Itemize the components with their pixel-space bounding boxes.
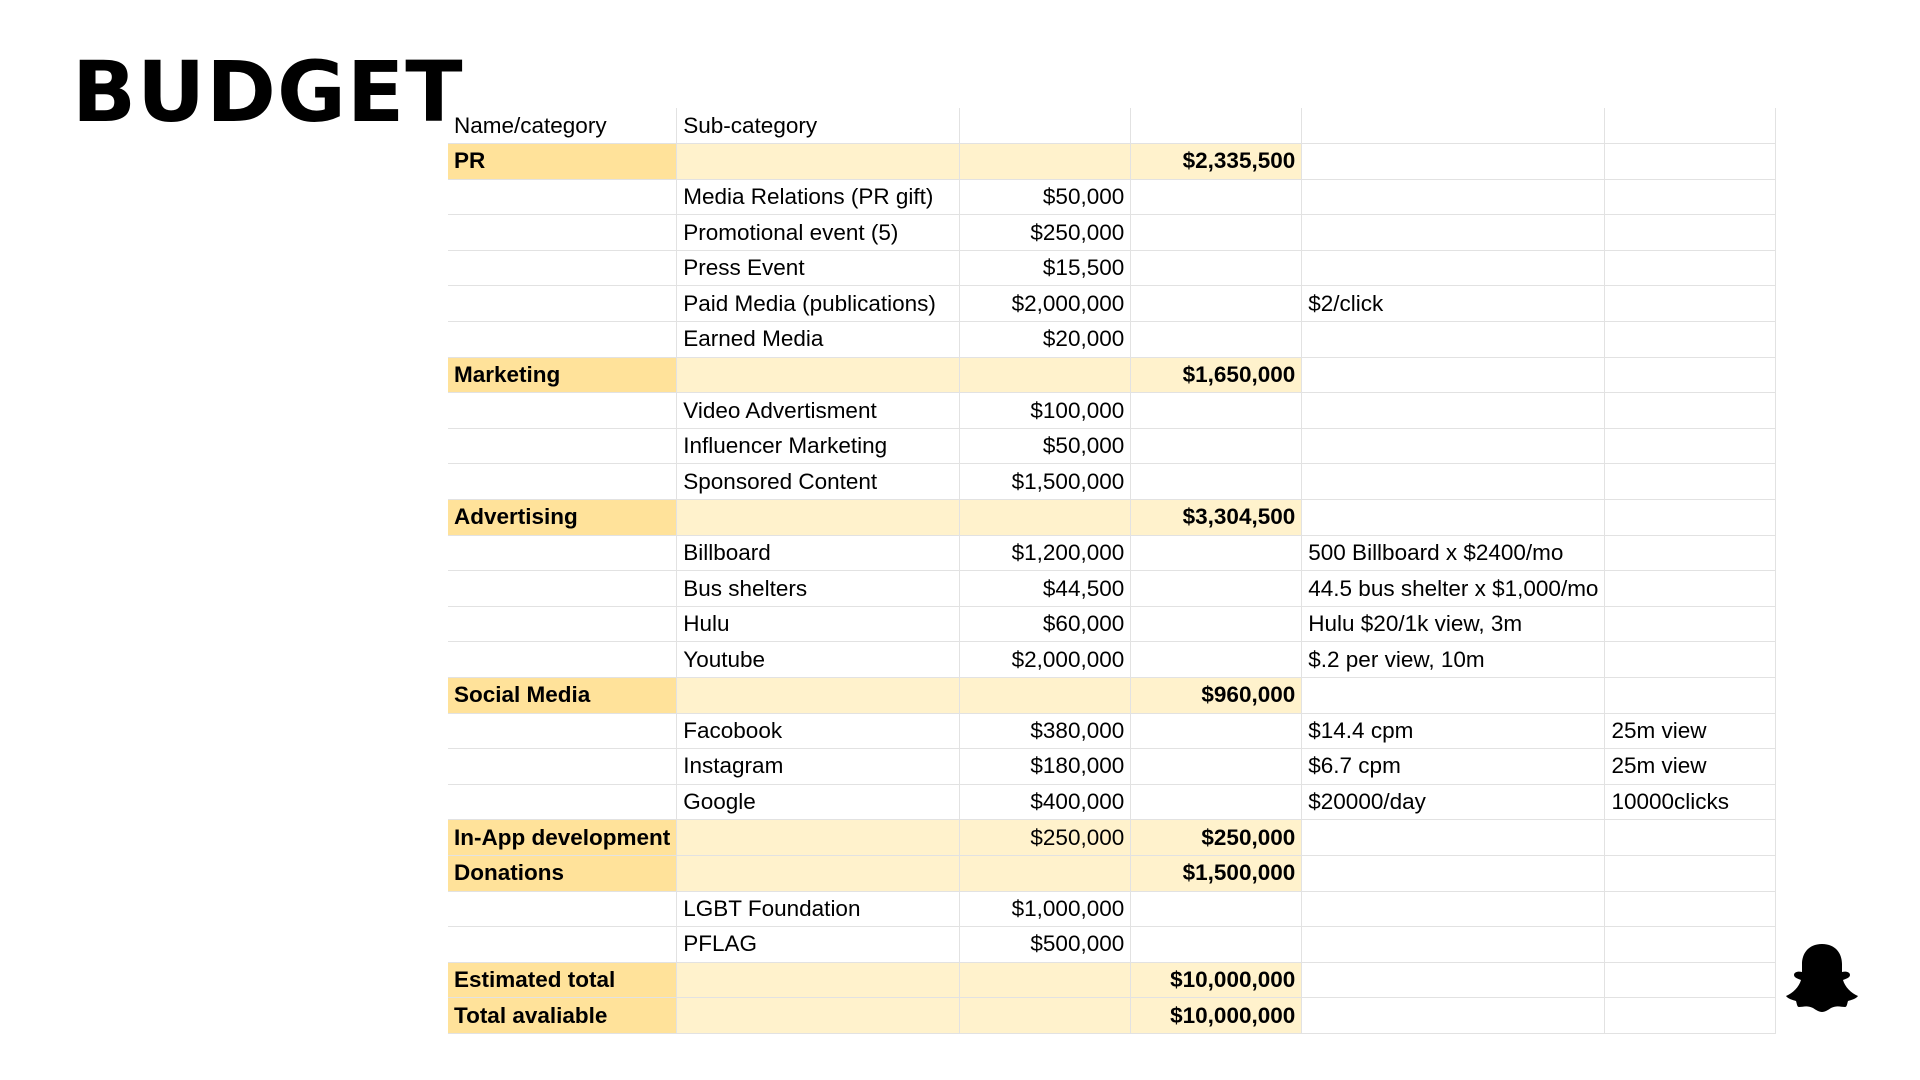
table-row bbox=[448, 891, 1776, 927]
note2-cell bbox=[1605, 464, 1776, 500]
category-name-cell bbox=[448, 891, 677, 927]
note-cell bbox=[1302, 144, 1605, 180]
subcategory-cell bbox=[677, 357, 960, 393]
category-row bbox=[448, 144, 1776, 180]
note-cell bbox=[1302, 357, 1605, 393]
note2-cell bbox=[1605, 891, 1776, 927]
note2-cell bbox=[1605, 215, 1776, 251]
category-name-cell bbox=[448, 927, 677, 963]
table-row bbox=[448, 250, 1776, 286]
amount-cell: $250,000 bbox=[960, 215, 1131, 251]
note-cell: Hulu $20/1k view, 3m bbox=[1302, 606, 1605, 642]
category-name-cell: Advertising bbox=[448, 500, 677, 536]
subcategory-cell: Promotional event (5) bbox=[677, 215, 960, 251]
total-cell: $1,500,000 bbox=[1131, 855, 1302, 891]
note2-cell bbox=[1605, 144, 1776, 180]
category-name-cell: Total avaliable bbox=[448, 998, 677, 1034]
category-name-cell bbox=[448, 535, 677, 571]
subcategory-cell: Facobook bbox=[677, 713, 960, 749]
subcategory-cell: Google bbox=[677, 784, 960, 820]
table-row bbox=[448, 464, 1776, 500]
amount-cell bbox=[960, 357, 1131, 393]
note-cell bbox=[1302, 678, 1605, 714]
category-row bbox=[448, 357, 1776, 393]
note-cell bbox=[1302, 820, 1605, 856]
subcategory-cell: Influencer Marketing bbox=[677, 428, 960, 464]
category-row bbox=[448, 820, 1776, 856]
category-name-cell bbox=[448, 322, 677, 358]
amount-cell bbox=[960, 144, 1131, 180]
total-cell bbox=[1131, 179, 1302, 215]
note-cell bbox=[1302, 250, 1605, 286]
note-cell bbox=[1302, 998, 1605, 1034]
amount-cell bbox=[960, 678, 1131, 714]
category-name-cell: Marketing bbox=[448, 357, 677, 393]
subcategory-cell: Earned Media bbox=[677, 322, 960, 358]
category-name-cell bbox=[448, 642, 677, 678]
amount-cell: $60,000 bbox=[960, 606, 1131, 642]
note-cell bbox=[1302, 891, 1605, 927]
note2-cell bbox=[1605, 998, 1776, 1034]
total-cell: $3,304,500 bbox=[1131, 500, 1302, 536]
category-row bbox=[448, 998, 1776, 1034]
amount-cell: $400,000 bbox=[960, 784, 1131, 820]
category-name-cell bbox=[448, 286, 677, 322]
table-row bbox=[448, 322, 1776, 358]
category-name-cell bbox=[448, 250, 677, 286]
subcategory-cell bbox=[677, 998, 960, 1034]
amount-cell: $100,000 bbox=[960, 393, 1131, 429]
total-cell bbox=[1131, 286, 1302, 322]
subcategory-cell: Bus shelters bbox=[677, 571, 960, 607]
subcategory-cell bbox=[677, 144, 960, 180]
note-cell bbox=[1302, 464, 1605, 500]
subcategory-cell: LGBT Foundation bbox=[677, 891, 960, 927]
note2-cell bbox=[1605, 357, 1776, 393]
subcategory-cell: Paid Media (publications) bbox=[677, 286, 960, 322]
subcategory-cell: PFLAG bbox=[677, 927, 960, 963]
category-name-cell: In-App development bbox=[448, 820, 677, 856]
note2-cell bbox=[1605, 393, 1776, 429]
note-cell bbox=[1302, 393, 1605, 429]
amount-cell bbox=[960, 500, 1131, 536]
subcategory-cell bbox=[677, 678, 960, 714]
subcategory-cell: Media Relations (PR gift) bbox=[677, 179, 960, 215]
category-name-cell bbox=[448, 428, 677, 464]
table-row bbox=[448, 784, 1776, 820]
note-cell: 500 Billboard x $2400/mo bbox=[1302, 535, 1605, 571]
amount-cell: $500,000 bbox=[960, 927, 1131, 963]
total-cell bbox=[1131, 571, 1302, 607]
subcategory-cell: Video Advertisment bbox=[677, 393, 960, 429]
subcategory-cell: Billboard bbox=[677, 535, 960, 571]
amount-cell: $44,500 bbox=[960, 571, 1131, 607]
amount-cell: $1,000,000 bbox=[960, 891, 1131, 927]
total-cell bbox=[1131, 784, 1302, 820]
amount-cell bbox=[960, 855, 1131, 891]
total-cell bbox=[1131, 535, 1302, 571]
amount-cell: $250,000 bbox=[960, 820, 1131, 856]
header-cell bbox=[960, 108, 1131, 144]
note2-cell bbox=[1605, 855, 1776, 891]
table-row bbox=[448, 606, 1776, 642]
table-row bbox=[448, 713, 1776, 749]
table-row bbox=[448, 535, 1776, 571]
note-cell bbox=[1302, 179, 1605, 215]
subcategory-cell bbox=[677, 500, 960, 536]
note2-cell bbox=[1605, 606, 1776, 642]
amount-cell: $20,000 bbox=[960, 322, 1131, 358]
category-name-cell bbox=[448, 179, 677, 215]
total-cell: $960,000 bbox=[1131, 678, 1302, 714]
table-header-row bbox=[448, 108, 1776, 144]
category-row bbox=[448, 962, 1776, 998]
header-name: Name/category bbox=[448, 108, 677, 144]
note-cell bbox=[1302, 322, 1605, 358]
category-row bbox=[448, 500, 1776, 536]
amount-cell: $2,000,000 bbox=[960, 642, 1131, 678]
table-row bbox=[448, 428, 1776, 464]
table-row bbox=[448, 179, 1776, 215]
subcategory-cell: Hulu bbox=[677, 606, 960, 642]
note-cell: $6.7 cpm bbox=[1302, 749, 1605, 785]
total-cell: $2,335,500 bbox=[1131, 144, 1302, 180]
note-cell: $.2 per view, 10m bbox=[1302, 642, 1605, 678]
total-cell bbox=[1131, 428, 1302, 464]
category-row bbox=[448, 678, 1776, 714]
snapchat-ghost-icon bbox=[1782, 940, 1862, 1015]
note2-cell bbox=[1605, 286, 1776, 322]
note-cell bbox=[1302, 215, 1605, 251]
note-cell: $14.4 cpm bbox=[1302, 713, 1605, 749]
category-name-cell: Estimated total bbox=[448, 962, 677, 998]
note-cell bbox=[1302, 500, 1605, 536]
amount-cell: $1,500,000 bbox=[960, 464, 1131, 500]
note-cell bbox=[1302, 927, 1605, 963]
note2-cell bbox=[1605, 500, 1776, 536]
category-name-cell: PR bbox=[448, 144, 677, 180]
category-name-cell bbox=[448, 393, 677, 429]
amount-cell: $50,000 bbox=[960, 428, 1131, 464]
note-cell: $2/click bbox=[1302, 286, 1605, 322]
note-cell: 44.5 bus shelter x $1,000/mo bbox=[1302, 571, 1605, 607]
table-row bbox=[448, 749, 1776, 785]
category-name-cell bbox=[448, 713, 677, 749]
amount-cell bbox=[960, 962, 1131, 998]
note-cell bbox=[1302, 962, 1605, 998]
total-cell bbox=[1131, 642, 1302, 678]
subcategory-cell: Youtube bbox=[677, 642, 960, 678]
note2-cell: 10000clicks bbox=[1605, 784, 1776, 820]
total-cell: $10,000,000 bbox=[1131, 998, 1302, 1034]
total-cell bbox=[1131, 713, 1302, 749]
table-row bbox=[448, 393, 1776, 429]
budget-table bbox=[448, 108, 1776, 1034]
total-cell: $250,000 bbox=[1131, 820, 1302, 856]
amount-cell: $15,500 bbox=[960, 250, 1131, 286]
note2-cell bbox=[1605, 250, 1776, 286]
note2-cell bbox=[1605, 927, 1776, 963]
table-row bbox=[448, 571, 1776, 607]
page-title: BUDGET bbox=[72, 43, 464, 141]
table-row bbox=[448, 927, 1776, 963]
header-cell bbox=[1605, 108, 1776, 144]
total-cell bbox=[1131, 250, 1302, 286]
amount-cell: $1,200,000 bbox=[960, 535, 1131, 571]
category-name-cell bbox=[448, 749, 677, 785]
category-name-cell: Social Media bbox=[448, 678, 677, 714]
header-cell bbox=[1131, 108, 1302, 144]
amount-cell: $2,000,000 bbox=[960, 286, 1131, 322]
amount-cell: $50,000 bbox=[960, 179, 1131, 215]
subcategory-cell bbox=[677, 820, 960, 856]
note2-cell bbox=[1605, 820, 1776, 856]
amount-cell: $380,000 bbox=[960, 713, 1131, 749]
note2-cell bbox=[1605, 322, 1776, 358]
note2-cell bbox=[1605, 535, 1776, 571]
total-cell bbox=[1131, 891, 1302, 927]
subcategory-cell: Press Event bbox=[677, 250, 960, 286]
note2-cell: 25m view bbox=[1605, 713, 1776, 749]
category-name-cell bbox=[448, 215, 677, 251]
note-cell: $20000/day bbox=[1302, 784, 1605, 820]
header-cell bbox=[1302, 108, 1605, 144]
total-cell bbox=[1131, 393, 1302, 429]
total-cell bbox=[1131, 927, 1302, 963]
total-cell bbox=[1131, 215, 1302, 251]
table-row bbox=[448, 286, 1776, 322]
total-cell bbox=[1131, 464, 1302, 500]
category-name-cell bbox=[448, 571, 677, 607]
note2-cell bbox=[1605, 678, 1776, 714]
note-cell bbox=[1302, 855, 1605, 891]
total-cell: $1,650,000 bbox=[1131, 357, 1302, 393]
note2-cell bbox=[1605, 428, 1776, 464]
total-cell: $10,000,000 bbox=[1131, 962, 1302, 998]
note2-cell bbox=[1605, 179, 1776, 215]
category-row bbox=[448, 855, 1776, 891]
total-cell bbox=[1131, 749, 1302, 785]
category-name-cell bbox=[448, 464, 677, 500]
category-name-cell bbox=[448, 606, 677, 642]
note2-cell: 25m view bbox=[1605, 749, 1776, 785]
total-cell bbox=[1131, 322, 1302, 358]
subcategory-cell bbox=[677, 962, 960, 998]
note-cell bbox=[1302, 428, 1605, 464]
subcategory-cell: Instagram bbox=[677, 749, 960, 785]
total-cell bbox=[1131, 606, 1302, 642]
category-name-cell bbox=[448, 784, 677, 820]
note2-cell bbox=[1605, 642, 1776, 678]
header-sub: Sub-category bbox=[677, 108, 960, 144]
table-row bbox=[448, 642, 1776, 678]
note2-cell bbox=[1605, 962, 1776, 998]
subcategory-cell bbox=[677, 855, 960, 891]
table-row bbox=[448, 215, 1776, 251]
subcategory-cell: Sponsored Content bbox=[677, 464, 960, 500]
category-name-cell: Donations bbox=[448, 855, 677, 891]
note2-cell bbox=[1605, 571, 1776, 607]
amount-cell bbox=[960, 998, 1131, 1034]
amount-cell: $180,000 bbox=[960, 749, 1131, 785]
